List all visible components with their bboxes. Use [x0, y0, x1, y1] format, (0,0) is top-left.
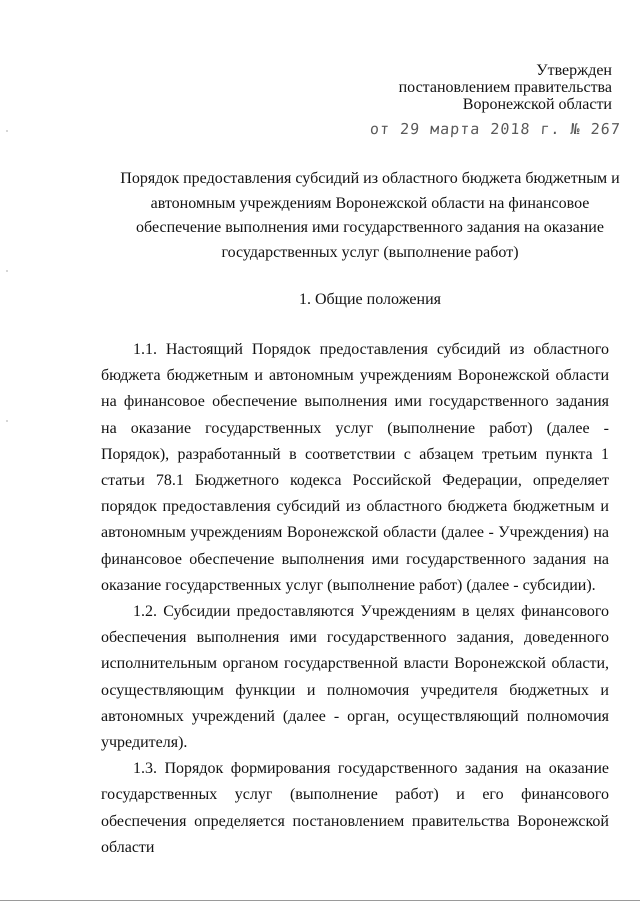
document-title: Порядок предоставления субсидий из областного бюджета бюджетным и автономным учреждениям Воронежской области на финансовое обеспечение выполнения ими государственного задания на оказание государственных услуг (выполнение работ) [120, 170, 620, 261]
approval-date-stamp: от 29 марта 2018 г. № 267 [369, 120, 622, 138]
scan-bottom-edge [0, 900, 640, 901]
approval-line-2: постановлением правительства [398, 79, 612, 96]
scan-edge-marks [6, 130, 8, 430]
paragraph-1-3: 1.3. Порядок формирования государственного задания на оказание государственных услуг (выполнение работ) и его финансового обеспечения определяется постановлением правительства Воронежской области [101, 760, 609, 856]
approval-line-1: Утвержден [536, 62, 612, 79]
approval-block [399, 62, 612, 113]
approval-line-3: Воронежской области [462, 96, 612, 113]
section-heading: 1. Общие положения [298, 291, 442, 308]
paragraph-1-2: 1.2. Субсидии предоставляются Учреждениям в целях финансового обеспечения выполнения ими государственного задания, доведенного исполнительным органом государственной власти Воронежской области, осуществляющим функции и полномочия учредителя бюджетных и автономных учреждений (далее - орган, осуществляющий полномочия учредителя). [101, 603, 609, 752]
document-body [101, 337, 609, 861]
paragraph-1-1: 1.1. Настоящий Порядок предоставления субсидий из областного бюджета бюджетным и автономным учреждениям Воронежской области на финансовое обеспечение выполнения ими государственного задания на оказание государственных услуг (выполнение работ) (далее - Порядок), разработанный в соответствии с абзацем третьим пункта 1 статьи 78.1 Бюджетного кодекса Российской Федерации, определяет порядок предоставления субсидий из областного бюджета бюджетным и автономным учреждениям Воронежской области (далее - Учреждения) на финансовое обеспечение выполнения ими государственного задания на оказание государственных услуг (выполнение работ) (далее - субсидии). [101, 341, 609, 594]
